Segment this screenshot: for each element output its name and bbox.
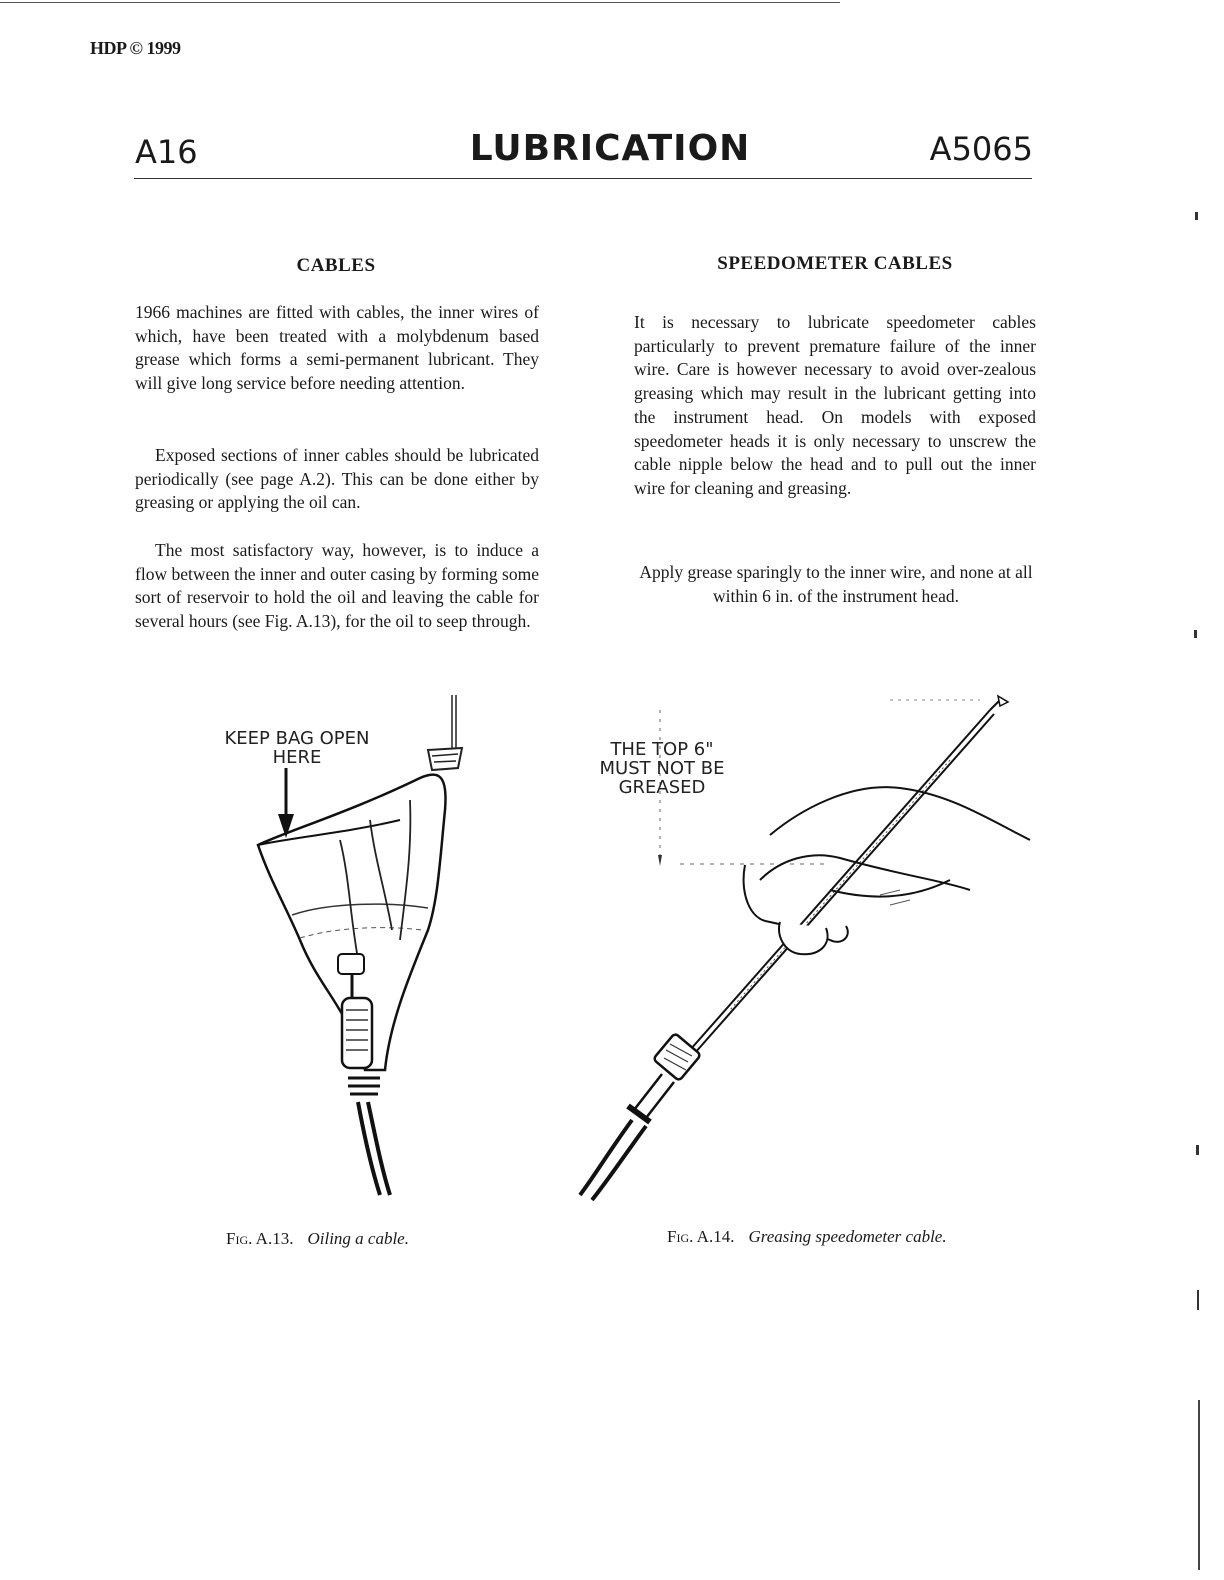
- cable-nipple: [338, 954, 364, 974]
- speedometer-paragraph-1: It is necessary to lubricate speedometer cables particularly to prevent premature failure of the inner wire. Care is however necessary to avoid over-zealous greasing which may result in the lubricant getting into the instrument head. On models with exposed speedometer heads it is only necessary to unscrew the cable nipple below the head and to pull out the inner wire for cleaning and greasing.: [634, 312, 1036, 498]
- figure-a14-number: Fig. A.14.: [667, 1227, 735, 1246]
- top-six-inch-label: [582, 740, 742, 797]
- figure-a13-label: Oiling a cable.: [307, 1229, 409, 1248]
- speedometer-paragraph-2: Apply grease sparingly to the inner wire, and none at all within 6 in. of the instrument head.: [639, 562, 1033, 606]
- hand-shading: [880, 890, 910, 905]
- keep-bag-open-label: [212, 729, 382, 767]
- cables-paragraph-2: Exposed sections of inner cables should be lubricated periodically (see page A.2). This can be done either by greasing or applying the oil can.: [135, 445, 539, 513]
- cables-heading: CABLES: [296, 255, 376, 276]
- wire-end: [998, 696, 1008, 706]
- scan-speck: [1196, 1145, 1199, 1155]
- page-title: LUBRICATION: [469, 128, 751, 169]
- cable-adjuster: [342, 998, 372, 1068]
- top-six-inch-line1: THE TOP 6": [610, 739, 714, 760]
- figure-a13-number: Fig. A.13.: [226, 1229, 294, 1248]
- wire-texture: [730, 760, 950, 1010]
- keep-bag-open-line2: HERE: [272, 747, 322, 768]
- hand-palm: [830, 880, 950, 897]
- page-number: A16: [135, 133, 198, 171]
- top-six-inch-line2: MUST NOT BE: [599, 758, 725, 779]
- figure-a14-caption: [667, 1227, 947, 1247]
- top-six-inch-line3: GREASED: [618, 777, 706, 798]
- scan-speck: [1194, 630, 1197, 638]
- scan-speck: [1195, 212, 1198, 220]
- speedometer-outer-cable: [580, 1120, 646, 1200]
- hanging-string: [452, 695, 456, 750]
- cables-paragraph-1: 1966 machines are fitted with cables, the inner wires of which, have been treated with a molybdenum based grease which forms a semi-permanent lubricant. They will give long service before needing attention.: [135, 302, 539, 394]
- scan-top-edge: [0, 2, 840, 3]
- six-inch-arrowhead: [658, 855, 662, 866]
- figure-a13-caption: [226, 1229, 409, 1249]
- scan-speck: [1197, 1290, 1199, 1310]
- hand-top: [770, 787, 1030, 840]
- bag-tie: [348, 1078, 380, 1094]
- outer-cable: [358, 1102, 390, 1195]
- oiling-cable-illustration: [200, 690, 490, 1210]
- keep-bag-open-line1: KEEP BAG OPEN: [224, 728, 370, 749]
- copyright-notice: HDP © 1999: [90, 38, 181, 58]
- scan-edge-line: [1198, 1400, 1200, 1570]
- knurled-nut: [653, 1033, 701, 1081]
- header-divider: [134, 178, 1032, 179]
- figure-a14-label: Greasing speedometer cable.: [748, 1227, 947, 1246]
- bag-clip: [428, 748, 462, 770]
- document-code: A5065: [929, 130, 1033, 168]
- cables-paragraph-3: The most satisfactory way, however, is to induce a flow between the inner and outer casing by forming some sort of reservoir to hold the oil and leaving the cable for several hours (see Fig. A.13), for the oil to seep through.: [135, 540, 539, 632]
- speedometer-cables-heading: SPEEDOMETER CABLES: [717, 253, 953, 274]
